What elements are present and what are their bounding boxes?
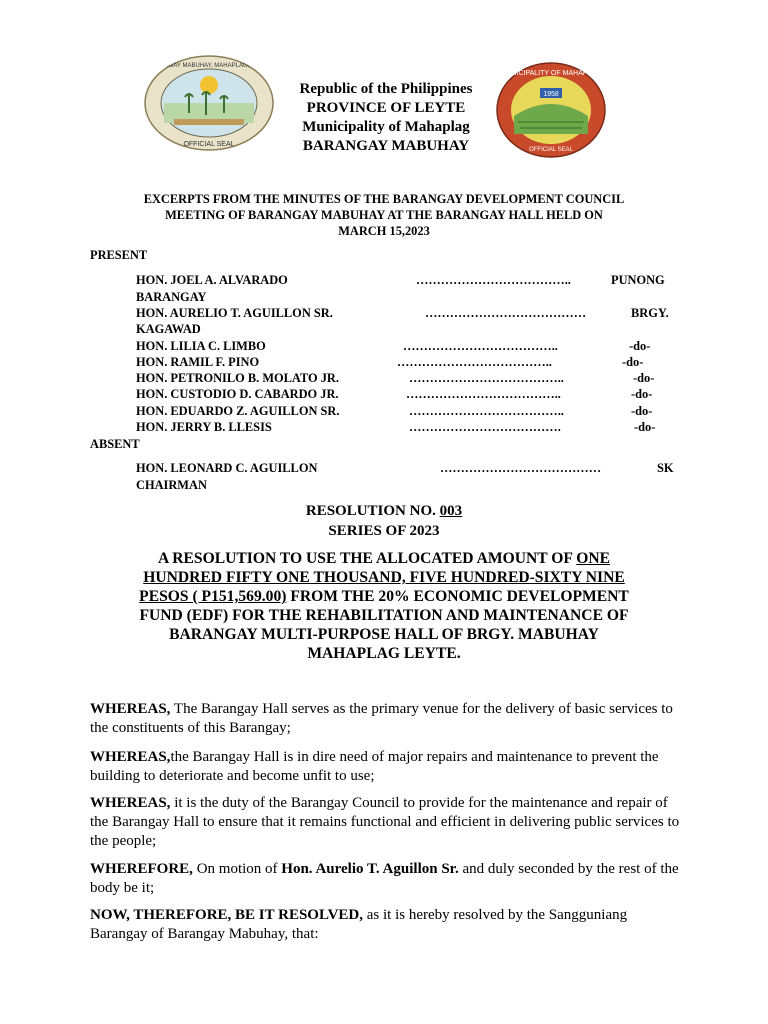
- attendee-position: -do-: [631, 387, 653, 401]
- absent-label: ABSENT: [90, 437, 140, 451]
- attendee-name: HON. JOEL A. ALVARADO: [136, 273, 288, 287]
- resolved-paragraph: [90, 906, 680, 944]
- attendee-name: HON. EDUARDO Z. AGUILLON SR.: [136, 404, 340, 418]
- attendee-position: SK: [657, 461, 674, 475]
- clause-lead: WHEREAS,: [90, 795, 171, 811]
- attendee-position-cont: BARANGAY: [136, 290, 207, 304]
- title-amount-words: HUNDRED FIFTY ONE THOUSAND, FIVE HUNDRED-SIXTY NINE: [143, 569, 625, 586]
- attendee-dots: ………………………………..: [416, 273, 571, 287]
- clause-text: On motion of: [192, 861, 282, 877]
- present-label: PRESENT: [90, 248, 148, 262]
- clause-text: as it is hereby resolved by the Sangguniang Barangay of Barangay Mabuhay, that:: [90, 907, 628, 942]
- clause-lead: WHEREAS,: [90, 701, 171, 717]
- attendee-position: -do-: [622, 355, 644, 369]
- resolution-number-value: 003: [439, 503, 463, 519]
- minutes-excerpt-title: [88, 191, 680, 239]
- title-part: MAHAPLAG LEYTE.: [307, 645, 461, 662]
- attendee-name: HON. AURELIO T. AGUILLON SR.: [136, 306, 333, 320]
- title-part: A RESOLUTION TO USE THE ALLOCATED AMOUNT OF: [157, 550, 577, 567]
- wherefore-paragraph: [90, 860, 680, 898]
- title-part: BARANGAY MULTI-PURPOSE HALL OF BRGY. MABUHAY: [169, 626, 599, 643]
- attendee-dots: …………………………………: [440, 461, 602, 475]
- header-province: PROVINCE OF LEYTE: [306, 100, 466, 116]
- clause-text: and duly seconded by the rest of the body be it;: [90, 861, 679, 896]
- attendee-dots: ………………………………..: [403, 339, 558, 353]
- attendee-dots: ………………………………..: [406, 387, 561, 401]
- clause-text: it is the duty of the Barangay Council to provide for the maintenance and repair of the Barangay Hall to ensure that it remains functional and efficient in delivering public services to the people;: [90, 795, 680, 849]
- clause-mover-name: Hon. Aurelio T. Aguillon Sr.: [281, 861, 459, 877]
- resolution-title: [94, 549, 674, 663]
- attendee-position: PUNONG: [611, 273, 665, 287]
- attendee-position: -do-: [629, 339, 651, 353]
- header-barangay: BARANGAY MABUHAY: [302, 138, 470, 154]
- attendee-dots: ………………………………..: [409, 404, 564, 418]
- resolution-number-prefix: RESOLUTION NO.: [305, 503, 440, 519]
- attendee-dots: …………………………………: [425, 306, 587, 320]
- resolution-series: SERIES OF 2023: [328, 523, 440, 539]
- resolution-number: [88, 503, 680, 520]
- title-part: FUND (EDF) FOR THE REHABILITATION AND MAINTENANCE OF: [139, 607, 629, 624]
- attendee-name: HON. PETRONILO B. MOLATO JR.: [136, 371, 339, 385]
- attendee-position-cont: CHAIRMAN: [136, 478, 207, 492]
- attendee-dots: ………………………………..: [397, 355, 552, 369]
- svg-text:BARANGAY MABUHAY, MAHAPLAG, LE: BARANGAY MABUHAY, MAHAPLAG, LEYTE: [148, 63, 270, 69]
- whereas-paragraph: [90, 794, 680, 851]
- svg-text:1958: 1958: [543, 91, 559, 98]
- excerpt-line-1: EXCERPTS FROM THE MINUTES OF THE BARANGAY DEVELOPMENT COUNCIL: [143, 192, 625, 206]
- attendee-name: HON. JERRY B. LLESIS: [136, 420, 272, 434]
- title-amount-figure: PESOS ( P151,569.00): [139, 588, 287, 605]
- clause-lead: WHEREFORE,: [90, 861, 193, 877]
- document-header: [276, 80, 496, 156]
- attendee-dots: ………………………………..: [409, 371, 564, 385]
- svg-text:MUNICIPALITY OF MAHAPLAG: MUNICIPALITY OF MAHAPLAG: [500, 70, 602, 77]
- barangay-official-seal: [144, 55, 274, 151]
- clause-lead: NOW, THEREFORE, BE IT RESOLVED,: [90, 907, 364, 923]
- attendee-dots: ……………………………….: [409, 420, 561, 434]
- title-part: FROM THE 20% ECONOMIC DEVELOPMENT: [286, 588, 629, 605]
- clause-lead: WHEREAS,: [90, 749, 171, 765]
- attendee-position: BRGY.: [631, 306, 669, 320]
- attendee-position: -do-: [631, 404, 653, 418]
- clause-text: the Barangay Hall is in dire need of major repairs and maintenance to prevent the building to deteriorate and become unfit to use;: [90, 749, 659, 784]
- attendee-name: HON. LILIA C. LIMBO: [136, 339, 266, 353]
- municipality-official-seal: [496, 62, 606, 158]
- excerpt-line-3: MARCH 15,2023: [338, 224, 430, 238]
- svg-text:OFFICIAL SEAL: OFFICIAL SEAL: [529, 147, 573, 153]
- attendee-position: -do-: [633, 371, 655, 385]
- title-amount-words: ONE: [576, 550, 611, 567]
- clause-text: The Barangay Hall serves as the primary venue for the delivery of basic services to the constituents of this Barangay;: [90, 701, 673, 736]
- whereas-paragraph: [90, 748, 680, 786]
- whereas-paragraph: [90, 700, 680, 738]
- attendee-position-cont: KAGAWAD: [136, 322, 201, 336]
- header-republic: Republic of the Philippines: [299, 81, 473, 97]
- attendee-name: HON. LEONARD C. AGUILLON: [136, 461, 318, 475]
- attendee-position: -do-: [634, 420, 656, 434]
- svg-text:OFFICIAL SEAL: OFFICIAL SEAL: [183, 141, 235, 148]
- attendee-name: HON. CUSTODIO D. CABARDO JR.: [136, 387, 339, 401]
- excerpt-line-2: MEETING OF BARANGAY MABUHAY AT THE BARANGAY HALL HELD ON: [165, 208, 603, 222]
- attendee-name: HON. RAMIL F. PINO: [136, 355, 260, 369]
- header-municipality: Municipality of Mahaplag: [302, 119, 470, 135]
